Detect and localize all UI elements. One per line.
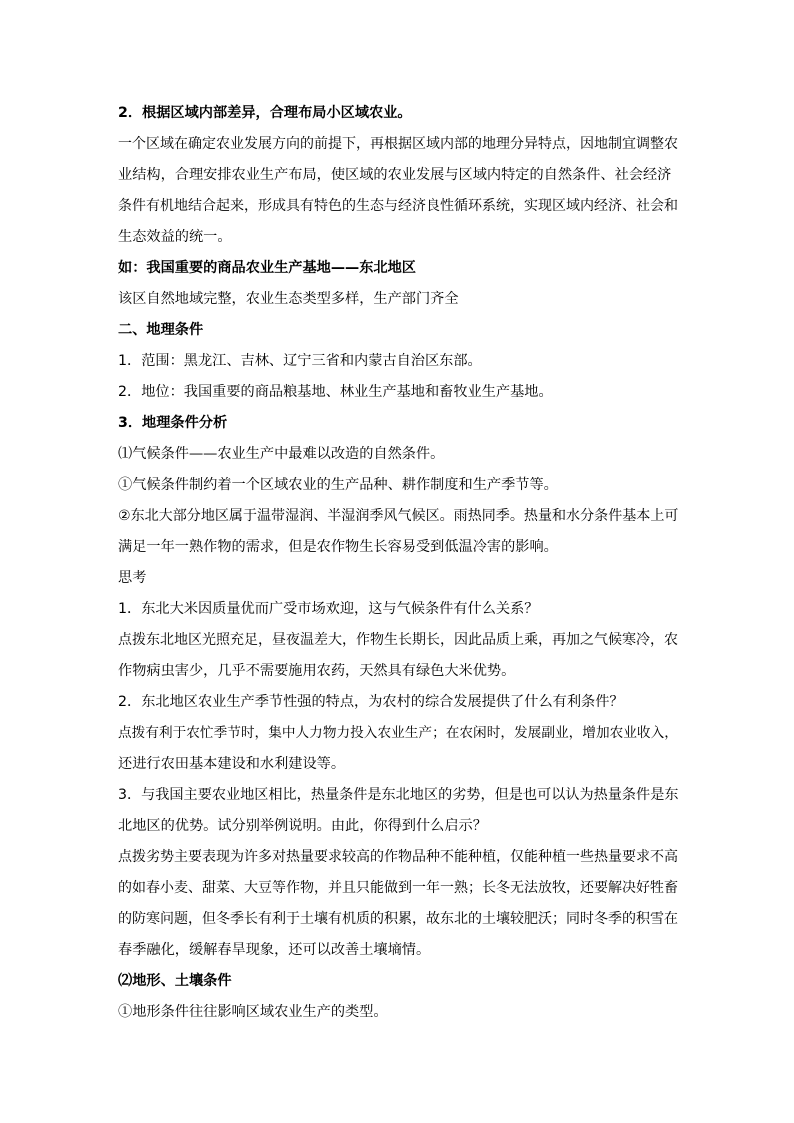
text-line-23: 3．与我国主要农业地区相比，热量条件是东北地区的劣势，但是也可以认为热量条件是东 xyxy=(118,787,679,803)
text-line-2: 一个区域在确定农业发展方向的前提下，再根据区域内部的地理分异特点，因地制宜调整农 xyxy=(118,136,678,152)
text-line-4: 条件有机地结合起来，形成具有特色的生态与经济良性循环系统，实现区域内经济、社会和 xyxy=(118,198,678,214)
text-line-30: ①地形条件往往影响区域农业生产的类型。 xyxy=(118,1004,388,1020)
text-line-1: 2．根据区域内部差异，合理布局小区域农业。 xyxy=(118,105,412,121)
text-line-29: ⑵地形、土壤条件 xyxy=(118,973,232,989)
text-line-10: 2．地位：我国重要的商品粮基地、林业生产基地和畜牧业生产基地。 xyxy=(118,384,553,400)
text-line-22: 还进行农田基本建设和水利建设等。 xyxy=(118,756,346,772)
text-line-26: 的如春小麦、甜菜、大豆等作物，并且只能做到一年一熟；长冬无法放牧，还要解决好牲畜 xyxy=(118,880,678,896)
text-line-16: 思考 xyxy=(118,570,147,586)
text-line-3: 业结构，合理安排农业生产布局，使区域的农业发展与区域内特定的自然条件、社会经济 xyxy=(118,167,672,183)
text-line-15: 满足一年一熟作物的需求，但是农作物生长容易受到低温冷害的影响。 xyxy=(118,539,558,555)
text-line-21: 点拨有利于农忙季节时，集中人力物力投入农业生产；在农闲时，发展副业，增加农业收入， xyxy=(118,725,678,741)
text-line-9: 1．范围：黑龙江、吉林、辽宁三省和内蒙古自治区东部。 xyxy=(118,353,482,369)
text-line-8: 二、地理条件 xyxy=(118,322,204,338)
text-line-14: ②东北大部分地区属于温带湿润、半湿润季风气候区。雨热同季。热量和水分条件基本上可 xyxy=(118,508,679,524)
text-line-27: 的防寒问题，但冬季长有利于土壤有机质的积累，故东北的土壤较肥沃；同时冬季的积雪在 xyxy=(118,911,678,927)
text-line-5: 生态效益的统一。 xyxy=(118,229,232,245)
text-line-19: 作物病虫害少，几乎不需要施用农药，天然具有绿色大米优势。 xyxy=(118,663,516,679)
text-line-20: 2．东北地区农业生产季节性强的特点，为农村的综合发展提供了什么有利条件？ xyxy=(118,694,624,710)
text-line-6: 如：我国重要的商品农业生产基地——东北地区 xyxy=(118,260,416,276)
text-line-13: ①气候条件制约着一个区域农业的生产品种、耕作制度和生产季节等。 xyxy=(118,477,558,493)
text-line-18: 点拨东北地区光照充足，昼夜温差大，作物生长期长，因此品质上乘，再加之气候寒冷，农 xyxy=(118,632,678,648)
text-line-24: 北地区的优势。试分别举例说明。由此，你得到什么启示？ xyxy=(118,818,487,834)
text-line-17: 1．东北大米因质量优而广受市场欢迎，这与气候条件有什么关系？ xyxy=(118,601,539,617)
text-line-7: 该区自然地域完整，农业生态类型多样，生产部门齐全 xyxy=(118,291,459,307)
document-body xyxy=(118,98,678,1028)
text-line-25: 点拨劣势主要表现为许多对热量要求较高的作物品种不能种植，仅能种植一些热量要求不高 xyxy=(118,849,678,865)
text-line-28: 春季融化，缓解春旱现象，还可以改善土壤墒情。 xyxy=(118,942,431,958)
text-line-11: 3．地理条件分析 xyxy=(118,415,228,431)
text-line-12: ⑴气候条件——农业生产中最难以改造的自然条件。 xyxy=(118,446,445,462)
